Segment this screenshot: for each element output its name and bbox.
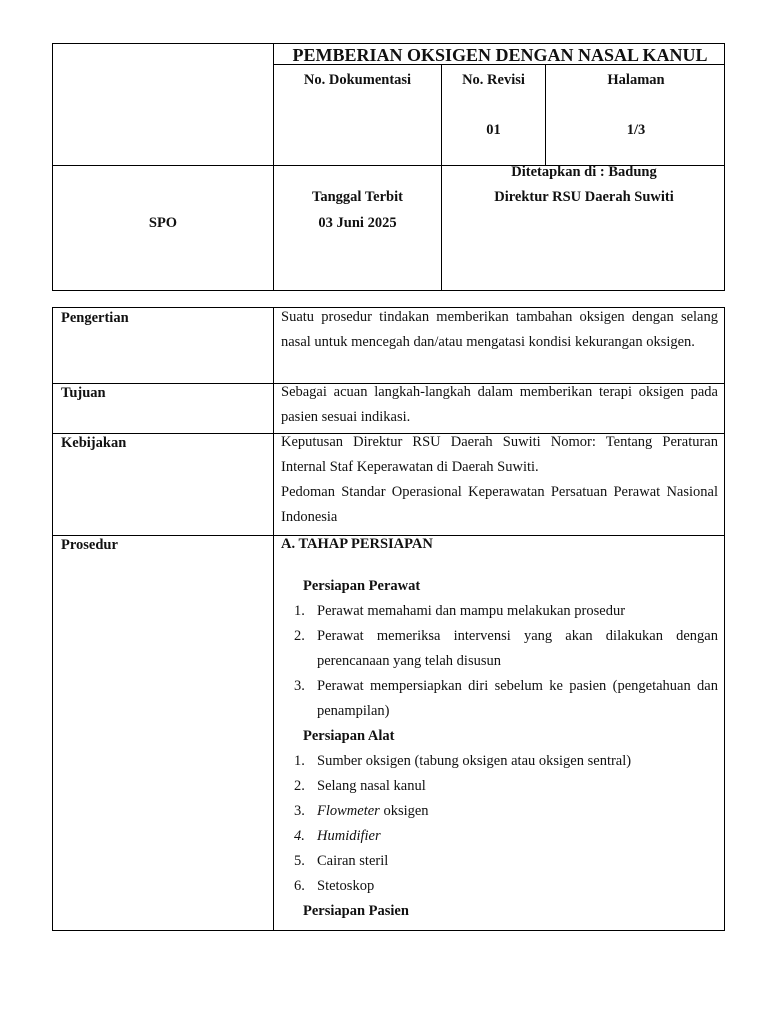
list-item: 2. Selang nasal kanul [294,778,426,794]
pengertian-text: Suatu prosedur tindakan memberikan tambahan oksigen dengan selang nasal untuk mencegah dan/atau mengatasi kondisi kekurangan oksigen. [281,309,718,350]
persiapan-alat-heading: Persiapan Alat [303,728,395,744]
list-item: 5. Cairan steril [294,853,389,869]
list-item: 3. Flowmeter oksigen [294,803,429,819]
divider [273,308,274,930]
persiapan-perawat-list [281,599,718,724]
tujuan-text: Sebagai acuan langkah-langkah dalam memberikan terapi oksigen pada pasien sesuai indikasi. [281,384,718,425]
tujuan-label: Tujuan [61,385,106,401]
direktur-text: Direktur RSU Daerah Suwiti [494,189,674,205]
list-item: 1. Perawat memahami dan mampu melakukan prosedur [294,603,626,619]
persiapan-alat-list [281,749,718,899]
halaman-value: 1/3 [626,122,646,138]
tanggal-terbit-value: 03 Juni 2025 [318,215,397,231]
procedure-table [52,307,725,931]
header-table [52,43,725,291]
ditetapkan-text: Ditetapkan di : Badung [511,164,657,180]
list-item: 6. Stetoskop [294,878,375,894]
no-revisi-label: No. Revisi [462,72,525,88]
spo-label: SPO [148,215,178,231]
stage-heading: A. TAHAP PERSIAPAN [281,536,433,552]
list-item: 4. Humidifier [294,828,381,844]
kebijakan-label: Kebijakan [61,435,127,451]
pengertian-label: Pengertian [61,310,129,326]
list-item: 1. Sumber oksigen (tabung oksigen atau oksigen sentral) [294,753,632,769]
prosedur-cell [281,532,718,924]
page-title: PEMBERIAN OKSIGEN DENGAN NASAL KANUL [292,45,708,65]
persiapan-perawat-heading: Persiapan Perawat [303,578,421,594]
persiapan-pasien-heading: Persiapan Pasien [303,903,409,919]
no-revisi-value: 01 [486,122,501,138]
prosedur-label: Prosedur [61,537,118,553]
list-item: 3. Perawat mempersiapkan diri sebelum ke pasien (pengetahuan dan penampilan) [294,678,718,719]
halaman-label: Halaman [607,72,665,88]
kebijakan-text-1: Keputusan Direktur RSU Daerah Suwiti Nomor: Tentang Peraturan Internal Staf Keperawatan di Daerah Suwiti. [281,434,718,475]
tanggal-terbit-label: Tanggal Terbit [312,189,403,205]
list-item: 2. Perawat memeriksa intervensi yang akan dilakukan dengan perencanaan yang telah disusun [294,628,718,669]
no-dokumentasi-label: No. Dokumentasi [303,72,412,88]
kebijakan-cell [281,430,718,530]
kebijakan-text-2: Pedoman Standar Operasional Keperawatan Persatuan Perawat Nasional Indonesia [281,484,718,525]
